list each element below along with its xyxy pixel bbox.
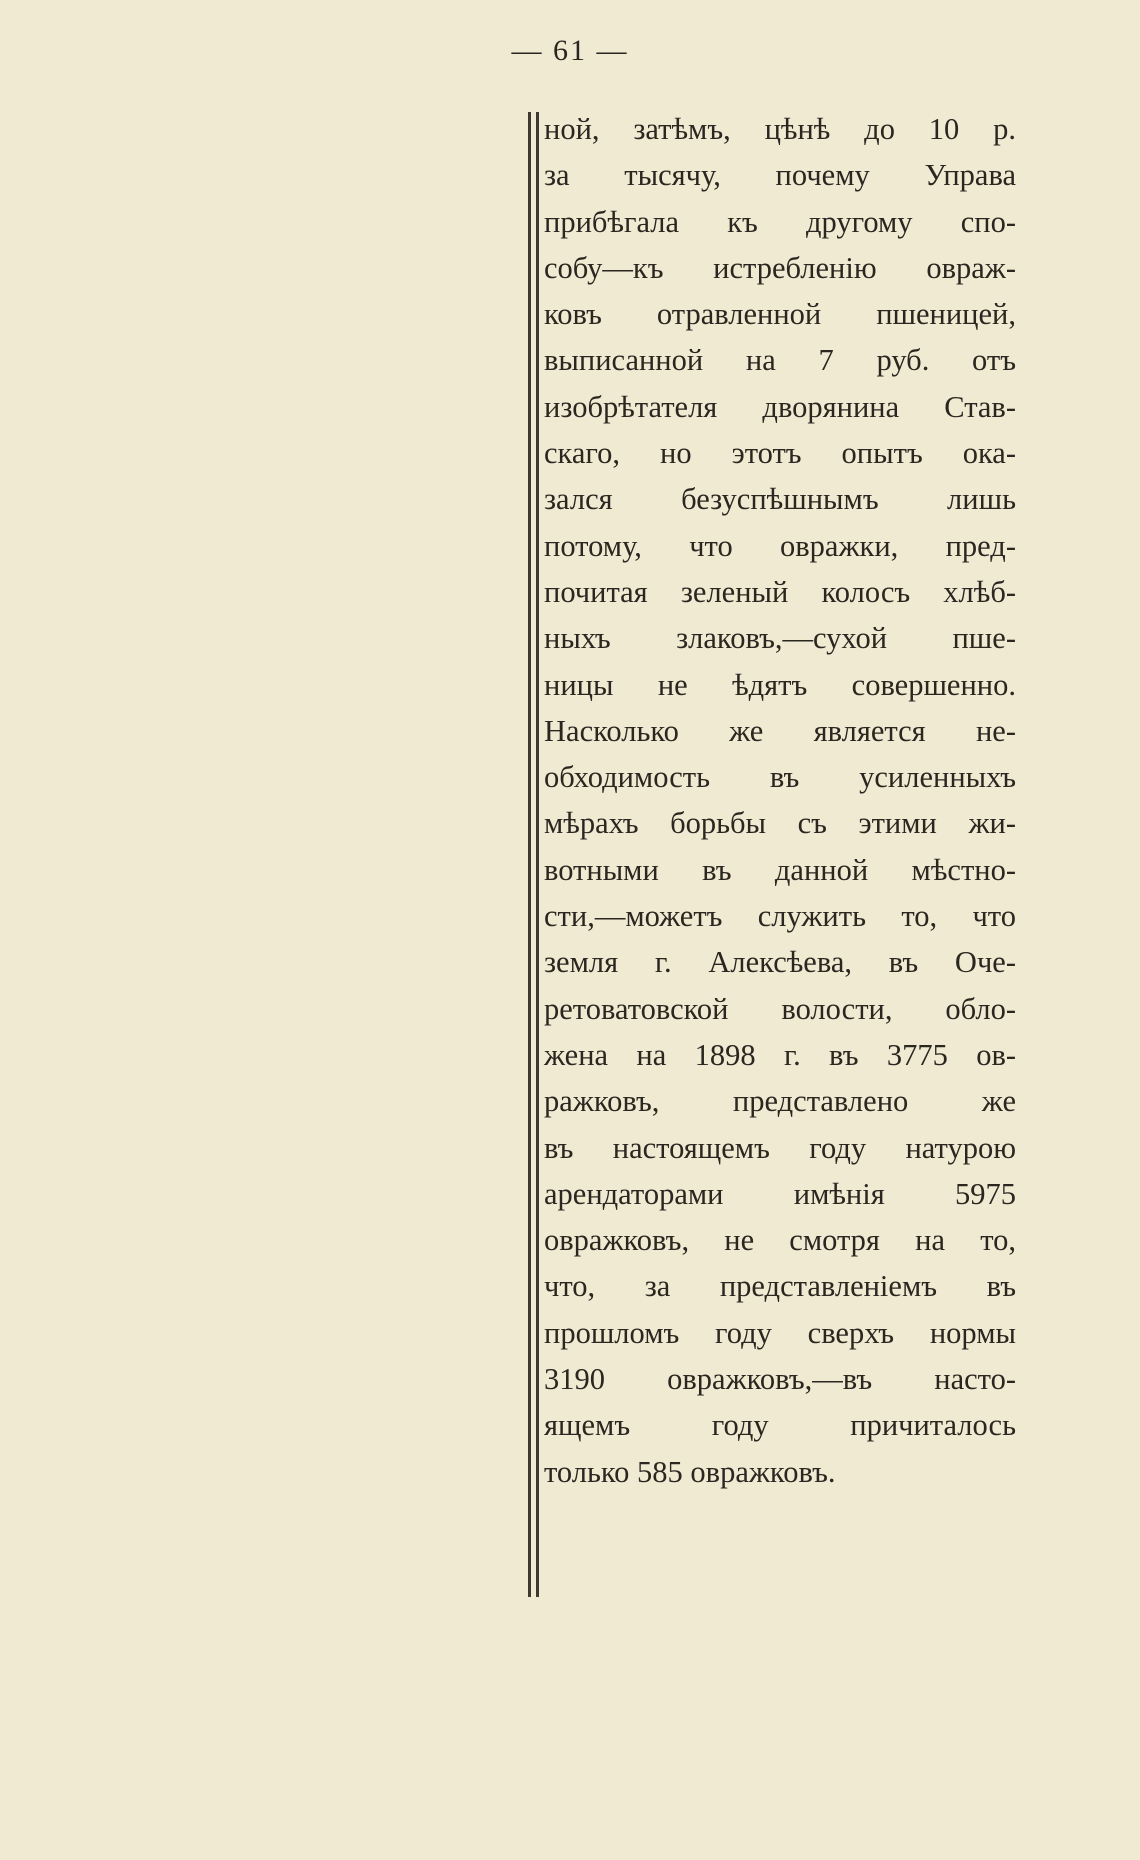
- text-line: сти,—можетъ служить то, что: [544, 899, 1016, 934]
- text-line: выписанной на 7 руб. отъ: [544, 343, 1016, 378]
- text-line: зался безуспѣшнымъ лишь: [544, 482, 1016, 517]
- text-line: въ настоящемъ году натурою: [544, 1130, 1016, 1165]
- text-line: ражковъ, представлено же: [544, 1084, 1016, 1119]
- text-line: прибѣгала къ другому спо-: [544, 204, 1016, 239]
- text-line: что, за представленіемъ въ: [544, 1269, 1016, 1304]
- column-divider-left: [528, 112, 531, 1597]
- text-line: 3190 овражковъ,—въ насто-: [544, 1362, 1016, 1397]
- text-line: за тысячу, почему Управа: [544, 158, 1016, 193]
- text-line: ницы не ѣдятъ совершенно.: [544, 667, 1016, 702]
- text-line: овражковъ, не смотря на то,: [544, 1223, 1016, 1258]
- column-divider-right: [536, 112, 539, 1597]
- text-line: ной, затѣмъ, цѣнѣ до 10 р.: [544, 112, 1016, 146]
- left-column-bleedthrough: [40, 190, 520, 1590]
- text-line: земля г. Алексѣева, въ Оче-: [544, 945, 1016, 980]
- text-line: потому, что овражки, пред-: [544, 528, 1016, 563]
- text-line: собу—къ истребленію овраж-: [544, 250, 1016, 285]
- text-line: ковъ отравленной пшеницей,: [544, 297, 1016, 332]
- text-line: только 585 овражковъ.: [544, 1454, 836, 1489]
- text-line: почитая зеленый колосъ хлѣб-: [544, 574, 1016, 609]
- text-line: ящемъ году причиталось: [544, 1408, 1016, 1443]
- text-line: обходимость въ усиленныхъ: [544, 760, 1016, 795]
- text-line: вотными въ данной мѣстно-: [544, 852, 1016, 887]
- text-line: прошломъ году сверхъ нормы: [544, 1315, 1016, 1350]
- text-line: жена на 1898 г. въ 3775 ов-: [544, 1037, 1016, 1072]
- text-line: мѣрахъ борьбы съ этими жи-: [544, 806, 1016, 841]
- text-line: Насколько же является не-: [544, 713, 1016, 748]
- text-line: изобрѣтателя дворянина Став-: [544, 389, 1016, 424]
- text-line: арендаторами имѣнія 5975: [544, 1176, 1016, 1211]
- text-column: [544, 106, 1016, 1495]
- text-line: скаго, но этотъ опытъ ока-: [544, 436, 1016, 471]
- text-line: ныхъ злаковъ,—сухой пше-: [544, 621, 1016, 656]
- text-line: ретоватовской волости, обло-: [544, 991, 1016, 1026]
- page-number: — 61 —: [511, 34, 629, 67]
